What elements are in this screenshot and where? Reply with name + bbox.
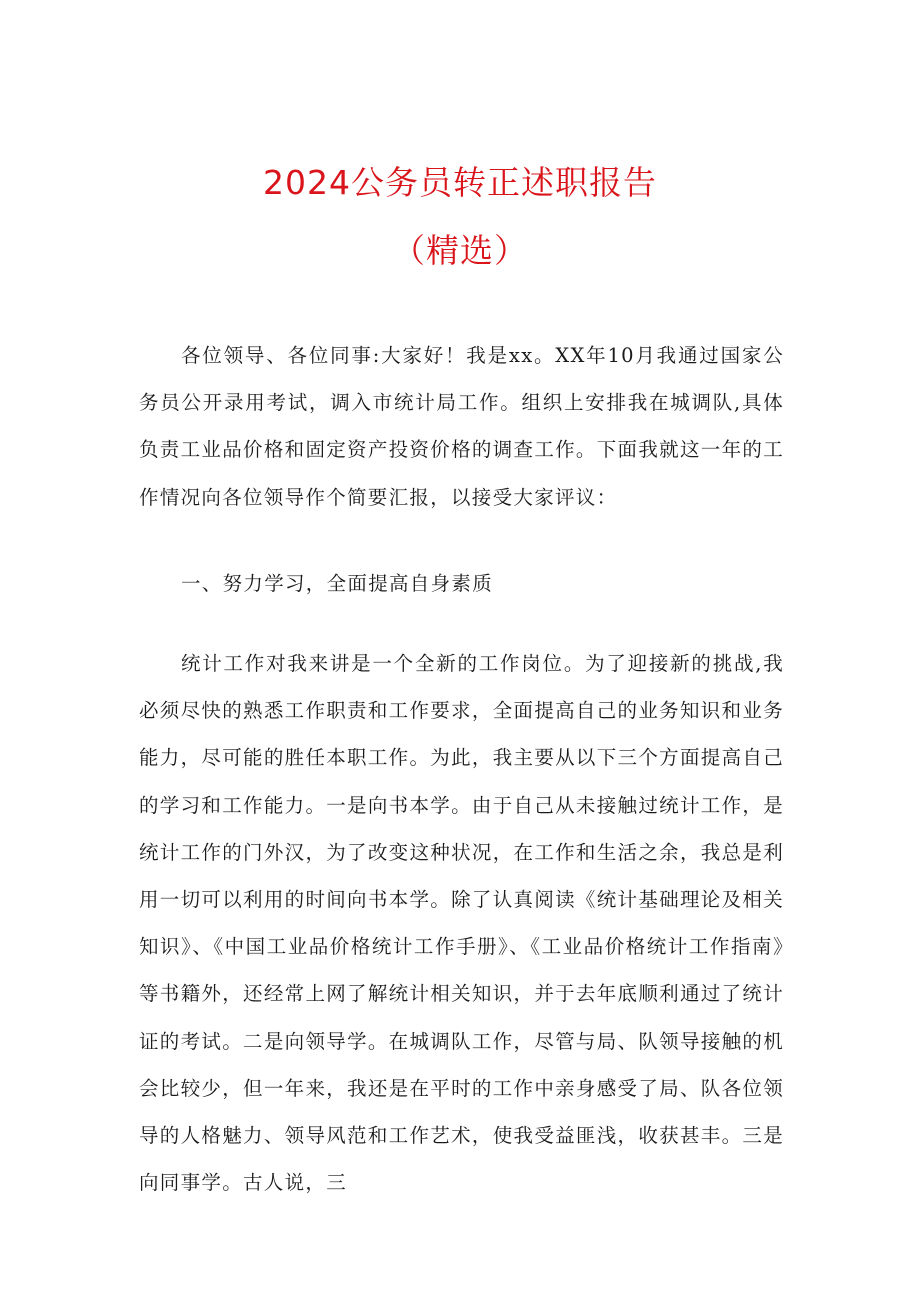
intro-paragraph: 各位领导、各位同事:大家好！我是xx。XX年10月我通过国家公务员公开录用考试，调入市统计局工作。组织上安排我在城调队,具体负责工业品价格和固定资产投资价格的调查工作。下面我就这一年的工作情况向各位领导作个简要汇报，以接受大家评议：: [139, 344, 784, 509]
document-title: 2024公务员转正述职报告: [263, 163, 657, 202]
section-heading: 一、努力学习，全面提高自身素质: [181, 572, 494, 595]
document-subtitle: （精选）: [392, 231, 528, 270]
section-body-paragraph: 统计工作对我来讲是一个全新的工作岗位。为了迎接新的挑战,我必须尽快的熟悉工作职责和工作要求，全面提高自己的业务知识和业务能力，尽可能的胜任本职工作。为此，我主要从以下三个方面提高自己的学习和工作能力。一是向书本学。由于自己从未接触过统计工作，是统计工作的门外汉，为了改变这种状况，在工作和生活之余，我总是利用一切可以利用的时间向书本学。除了认真阅读《统计基础理论及相关知识》、《中国工业品价格统计工作手册》、《工业品价格统计工作指南》等书籍外，还经常上网了解统计相关知识，并于去年底顺利通过了统计证的考试。二是向领导学。在城调队工作，尽管与局、队领导接触的机会比较少，但一年来，我还是在平时的工作中亲身感受了局、队各位领导的人格魅力、领导风范和工作艺术，使我受益匪浅，收获甚丰。三是向同事学。古人说，三: [139, 652, 784, 1195]
